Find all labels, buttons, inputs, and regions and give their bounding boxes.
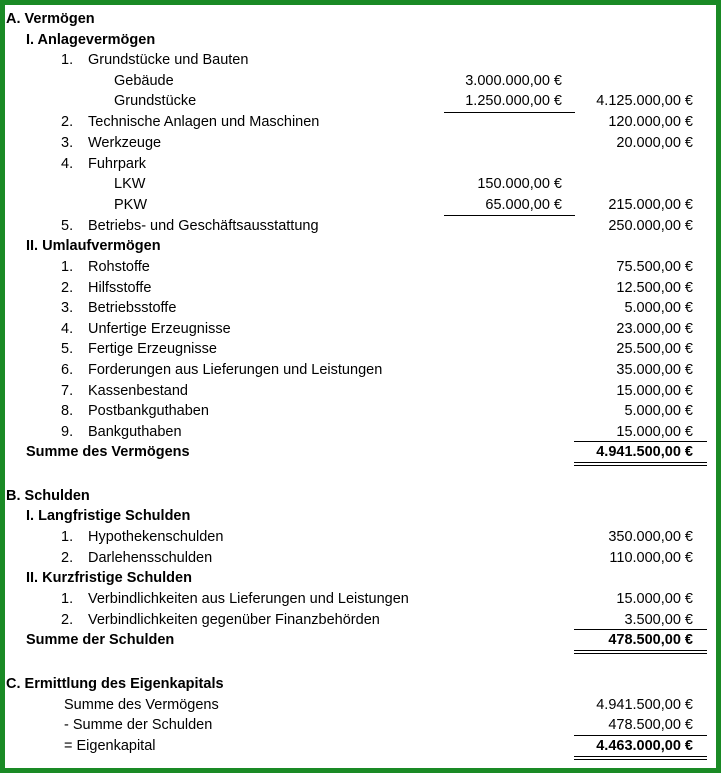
amount: 75.500,00 €: [616, 259, 693, 275]
umlauf-title: II. Umlaufvermögen: [26, 238, 161, 254]
item-label: Fertige Erzeugnisse: [88, 341, 217, 358]
amount: 35.000,00 €: [616, 362, 693, 378]
amount: 250.000,00 €: [608, 217, 693, 234]
amount: 5.000,00 €: [624, 403, 693, 420]
amount: 25.500,00 €: [616, 341, 693, 358]
item-label: Bankguthaben: [88, 423, 182, 440]
item-number: 2.: [61, 549, 74, 566]
equity-row-label: Summe des Vermögens: [64, 697, 219, 713]
double-underline: [574, 756, 707, 757]
sub-amount: 1.250.000,00 €: [465, 93, 562, 110]
item-number: 7.: [61, 382, 74, 399]
item-label: Verbindlichkeiten gegenüber Finanzbehörden: [88, 611, 380, 628]
amount: 23.000,00 €: [616, 320, 693, 337]
item-label: Unfertige Erzeugnisse: [88, 320, 231, 337]
amount: 215.000,00 €: [608, 196, 693, 213]
amount: 4.125.000,00 €: [596, 93, 693, 110]
sub-amount: 65.000,00 €: [485, 196, 562, 213]
item-number: 5.: [61, 217, 74, 234]
total-line: [574, 629, 707, 630]
amount: 15.000,00 €: [616, 382, 693, 399]
item-label: Hypothekenschulden: [88, 529, 224, 545]
item-number: 3.: [61, 134, 74, 151]
item-number: 1.: [61, 591, 74, 607]
item-label: Verbindlichkeiten aus Lieferungen und Leistungen: [88, 591, 409, 607]
item-label: Technische Anlagen und Maschinen: [88, 114, 320, 131]
item-number: 5.: [61, 341, 74, 358]
amount: 5.000,00 €: [624, 300, 693, 317]
amount: 15.000,00 €: [616, 423, 693, 440]
subtotal-line: [444, 215, 575, 216]
item-number: 1.: [61, 259, 74, 275]
anlage-title: I. Anlagevermögen: [26, 32, 156, 48]
sub-item-label: Gebäude: [114, 72, 174, 89]
item-label: Hilfsstoffe: [88, 279, 152, 296]
amount: 120.000,00 €: [608, 114, 693, 131]
sub-item-label: LKW: [114, 176, 146, 193]
double-underline: [574, 462, 707, 463]
equity-row-label: = Eigenkapital: [64, 738, 156, 754]
sub-item-label: PKW: [114, 196, 148, 213]
sub-item-label: Grundstücke: [114, 93, 197, 110]
sub-amount: 150.000,00 €: [477, 176, 562, 193]
amount: 110.000,00 €: [609, 549, 693, 566]
item-number: 4.: [61, 155, 74, 172]
item-label: Werkzeuge: [88, 134, 162, 151]
amount: 15.000,00 €: [616, 591, 693, 607]
total-label: Summe des Vermögens: [26, 444, 190, 460]
item-number: 1.: [61, 529, 74, 545]
section-c-title: C. Ermittlung des Eigenkapitals: [6, 676, 224, 692]
item-label: Betriebs- und Geschäftsausstattung: [88, 217, 319, 234]
item-number: 2.: [61, 611, 74, 628]
item-number: 2.: [61, 279, 74, 296]
item-number: 3.: [61, 300, 74, 317]
amount: 350.000,00 €: [608, 529, 693, 545]
total-line: [574, 735, 707, 736]
item-label: Fuhrpark: [88, 155, 147, 172]
double-underline: [574, 465, 707, 466]
amount: 20.000,00 €: [616, 134, 693, 151]
sub-amount: 3.000.000,00 €: [465, 72, 562, 89]
item-label: Postbankguthaben: [88, 403, 209, 420]
item-label: Darlehensschulden: [88, 549, 213, 566]
item-label: Kassenbestand: [88, 382, 188, 399]
double-underline: [574, 653, 707, 654]
item-label: Grundstücke und Bauten: [88, 52, 249, 68]
item-label: Betriebsstoffe: [88, 300, 177, 317]
total-line: [574, 441, 707, 442]
item-number: 2.: [61, 114, 74, 131]
item-label: Forderungen aus Lieferungen und Leistungen: [88, 362, 383, 378]
total-label: Summe der Schulden: [26, 632, 175, 648]
subtotal-line: [444, 112, 575, 113]
item-number: 4.: [61, 320, 74, 337]
lang-title: I. Langfristige Schulden: [26, 508, 191, 524]
equity-row-value: 4.463.000,00 €: [596, 738, 693, 754]
item-label: Rohstoffe: [88, 259, 150, 275]
kurz-title: II. Kurzfristige Schulden: [26, 570, 192, 586]
double-underline: [574, 650, 707, 651]
equity-row-value: 4.941.500,00 €: [596, 697, 693, 713]
equity-row-value: 478.500,00 €: [608, 717, 693, 733]
section-b-title: B. Schulden: [6, 488, 90, 504]
amount: 12.500,00 €: [616, 279, 693, 296]
item-number: 6.: [61, 362, 74, 378]
section-a-title: A. Vermögen: [6, 11, 95, 27]
total-value: 478.500,00 €: [608, 632, 693, 648]
equity-row-label: - Summe der Schulden: [64, 717, 213, 733]
item-number: 1.: [61, 52, 74, 68]
item-number: 8.: [61, 403, 74, 420]
total-value: 4.941.500,00 €: [596, 444, 693, 460]
double-underline: [574, 759, 707, 760]
item-number: 9.: [61, 423, 74, 440]
amount: 3.500,00 €: [624, 611, 693, 628]
